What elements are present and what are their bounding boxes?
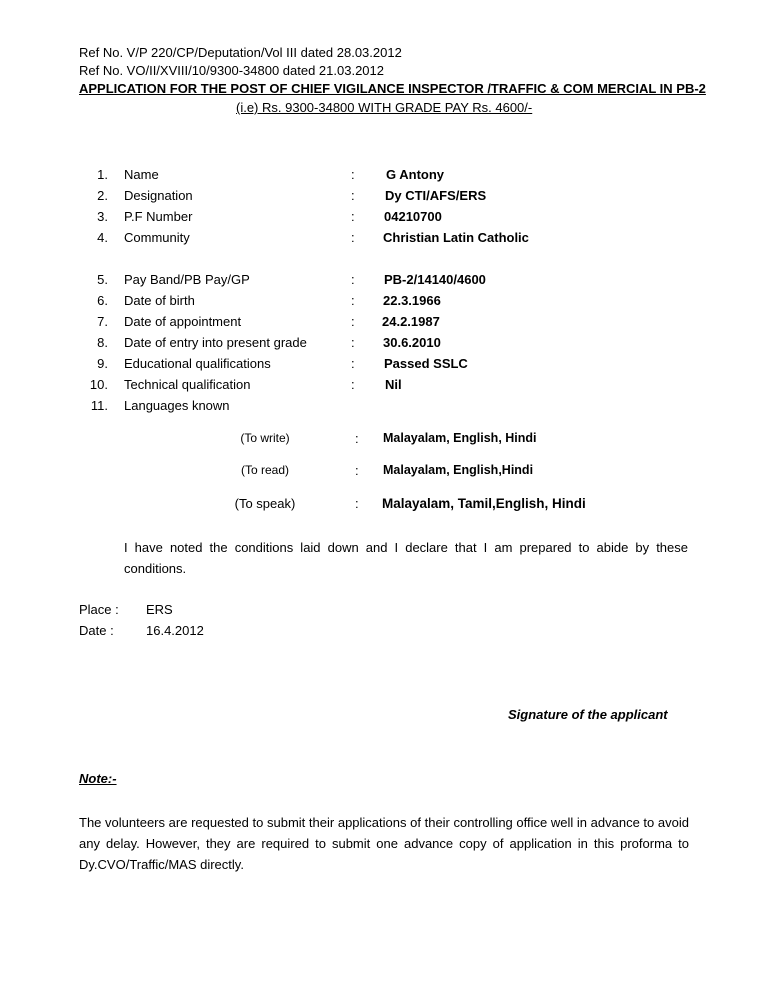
field-value: Christian Latin Catholic [383, 230, 529, 245]
language-colon: : [355, 463, 359, 478]
field-label: Community [124, 230, 190, 245]
field-colon: : [351, 272, 355, 287]
date-value: 16.4.2012 [146, 623, 204, 638]
field-number: 7. [97, 314, 108, 329]
field-colon: : [351, 230, 355, 245]
field-label: P.F Number [124, 209, 193, 224]
field-value: Nil [385, 377, 402, 392]
field-label: Languages known [124, 398, 230, 413]
language-value: Malayalam, Tamil,English, Hindi [382, 496, 586, 511]
field-label: Date of entry into present grade [124, 335, 307, 350]
field-colon: : [351, 167, 355, 182]
field-number: 9. [97, 356, 108, 371]
language-mode-label: (To write) [240, 431, 290, 445]
place-label: Place : [79, 602, 119, 617]
document-subtitle: (i.e) Rs. 9300-34800 WITH GRADE PAY Rs. 4600/- [236, 100, 533, 115]
date-label: Date : [79, 623, 114, 638]
language-colon: : [355, 496, 359, 511]
field-label: Date of appointment [124, 314, 242, 329]
field-number: 5. [97, 272, 108, 287]
language-value: Malayalam, English,Hindi [383, 463, 534, 477]
field-number: 3. [97, 209, 108, 224]
field-number: 6. [97, 293, 108, 308]
field-value: PB-2/14140/4600 [384, 272, 486, 287]
field-colon: : [351, 188, 355, 203]
field-value: 30.6.2010 [383, 335, 441, 350]
field-value: 24.2.1987 [382, 314, 440, 329]
place-value: ERS [146, 602, 173, 617]
language-mode-label: (To speak) [234, 496, 296, 511]
note-text: The volunteers are requested to submit their applications of their controlling office well in advance to avoid any delay. However, they are required to submit one advance copy of application in this proforma to Dy.CVO/Traffic/MAS directly. [79, 815, 689, 872]
field-label: Designation [124, 188, 193, 203]
field-value: 22.3.1966 [383, 293, 441, 308]
field-label: Technical qualification [124, 377, 251, 392]
signature-label: Signature of the applicant [508, 707, 668, 722]
field-value: G Antony [386, 167, 445, 182]
document-title: APPLICATION FOR THE POST OF CHIEF VIGILANCE INSPECTOR /TRAFFIC & COM MERCIAL IN PB-2 [79, 81, 706, 96]
field-label: Name [124, 167, 159, 182]
reference-line-2: Ref No. VO/II/XVIII/10/9300-34800 dated 21.03.2012 [79, 63, 384, 78]
note-heading: Note:- [79, 771, 117, 786]
language-mode-label: (To read) [240, 463, 290, 477]
language-value: Malayalam, English, Hindi [383, 431, 537, 445]
language-colon: : [355, 431, 359, 446]
field-number: 8. [97, 335, 108, 350]
field-number: 4. [97, 230, 108, 245]
field-colon: : [351, 377, 355, 392]
field-number: 10. [89, 377, 108, 392]
field-value: 04210700 [384, 209, 442, 224]
field-number: 11. [90, 398, 108, 413]
field-colon: : [351, 293, 355, 308]
field-label: Educational qualifications [124, 356, 271, 371]
field-value: Dy CTI/AFS/ERS [385, 188, 487, 203]
field-colon: : [351, 209, 355, 224]
field-label: Pay Band/PB Pay/GP [124, 272, 250, 287]
field-number: 1. [97, 167, 108, 182]
field-label: Date of birth [124, 293, 195, 308]
field-colon: : [351, 314, 355, 329]
declaration-text: I have noted the conditions laid down and I declare that I am prepared to abide by these conditions. [124, 540, 688, 576]
field-value: Passed SSLC [384, 356, 468, 371]
field-colon: : [351, 356, 355, 371]
field-colon: : [351, 335, 355, 350]
reference-line-1: Ref No. V/P 220/CP/Deputation/Vol III dated 28.03.2012 [79, 45, 402, 60]
field-number: 2. [97, 188, 108, 203]
